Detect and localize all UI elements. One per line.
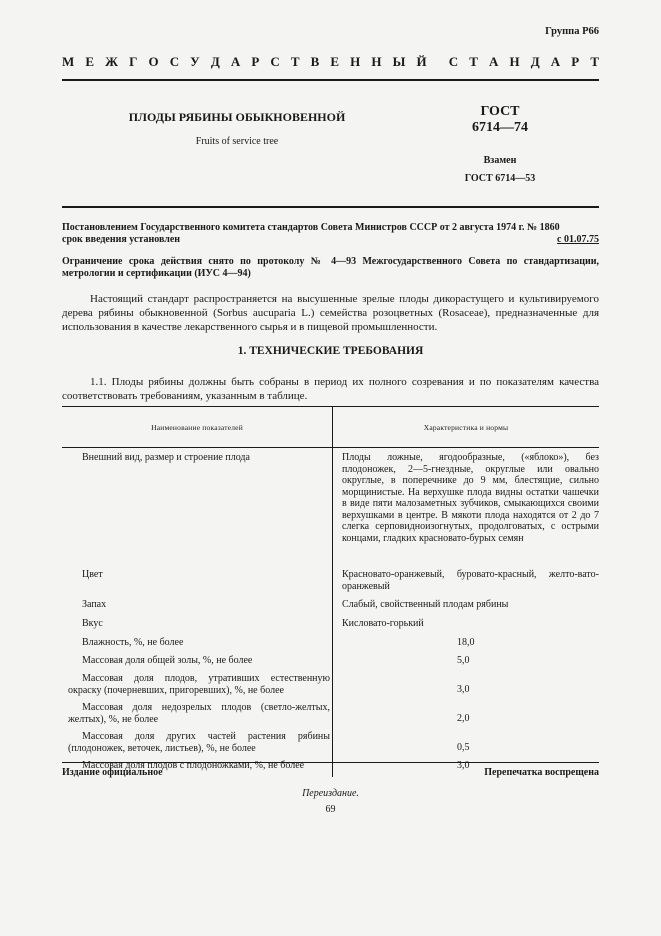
- table-row: [62, 702, 599, 731]
- banner-letter: Н: [371, 54, 382, 69]
- row-name: Массовая доля общей золы, %, не более: [82, 655, 253, 666]
- row-name: Массовая доля других частей растения рябины (плодоножек, веточек, листьев), %, не более: [68, 731, 330, 754]
- banner-letter: Т: [290, 54, 300, 69]
- row-value: 3,0: [457, 760, 470, 771]
- banner-letter: О: [148, 54, 159, 69]
- row-name: Запах: [82, 599, 107, 610]
- banner-letter: Н: [350, 54, 361, 69]
- banner-letter: Ж: [105, 54, 118, 69]
- banner-letter: С: [270, 54, 280, 69]
- row-name: Массовая доля плодов с плодоножками, %, не более: [82, 760, 305, 771]
- row-value: Красновато-оранжевый, буровато-красный, желто-вато-оранжевый: [342, 569, 599, 592]
- reprint-forbidden-label: Перепечатка воспрещена: [484, 767, 599, 778]
- row-name: Вкус: [82, 618, 103, 629]
- table-row: [62, 569, 599, 599]
- row-value: Слабый, свойственный плодам рябины: [342, 599, 509, 610]
- banner-letter: Ы: [392, 54, 406, 69]
- standard-banner: [62, 54, 599, 70]
- banner-letter: Д: [210, 54, 220, 69]
- table-row: [62, 637, 599, 655]
- banner-letter: В: [310, 54, 320, 69]
- table-row: [62, 618, 599, 637]
- gost-number: [440, 104, 560, 136]
- banner-letter: У: [190, 54, 200, 69]
- banner-letter: Е: [330, 54, 340, 69]
- replaced-gost: ГОСТ 6714—53: [464, 173, 536, 184]
- row-value: 2,0: [457, 713, 470, 724]
- banner-letter: С: [169, 54, 180, 69]
- banner-letter: Т: [469, 54, 478, 69]
- column-divider: [332, 448, 333, 777]
- middle-rule: [62, 206, 599, 208]
- banner-letter: А: [489, 54, 499, 69]
- clause-1-1: 1.1. Плоды рябины должны быть собраны в период их полного созревания и по показателям качества соответствовать требованиям, указанным в таблице.: [62, 376, 599, 402]
- restriction-note: Ограничение срока действия снято по протоколу № 4—93 Межгосударственного Совета по стандартизации, метрологии и сертификации (ИУС 4—94): [62, 256, 599, 279]
- document-title: ПЛОДЫ РЯБИНЫ ОБЫКНОВЕННОЙ: [128, 110, 346, 124]
- banner-letter: Т: [590, 54, 599, 69]
- banner-letter: Е: [85, 54, 95, 69]
- table-body: [62, 448, 599, 777]
- document-title-english: Fruits of service tree: [195, 136, 279, 147]
- top-rule: [62, 79, 599, 81]
- banner-letter: Р: [571, 54, 580, 69]
- table-header: [62, 406, 599, 448]
- gost-code: 6714—74: [472, 120, 528, 135]
- requirements-table: [62, 406, 599, 777]
- table-row: [62, 448, 599, 569]
- banner-letter: Н: [509, 54, 520, 69]
- row-value: 18,0: [457, 637, 475, 648]
- table-row: [62, 655, 599, 673]
- column-header-norms: Характеристика и нормы: [423, 422, 509, 432]
- table-row: [62, 599, 599, 618]
- reissue-note: Переиздание.: [302, 788, 359, 799]
- banner-letter: М: [62, 54, 75, 69]
- intro-paragraph: Настоящий стандарт распространяется на высушенные зрелые плоды дикорастущего и культивируемого дерева рябины обыкновенной (Sorbus aucuparia L.) семейства розоцветных (Rosaceae), предназначенные для использования в качестве лекарственного сырья и в пищевой промышленности.: [62, 293, 599, 333]
- row-name: Влажность, %, не более: [82, 637, 184, 648]
- decree-effective-label: срок введения установлен: [62, 234, 181, 245]
- banner-letter: А: [230, 54, 241, 69]
- row-value: 3,0: [457, 684, 470, 695]
- row-name: Внешний вид, размер и строение плода: [82, 452, 250, 463]
- decree-line: Постановлением Государственного комитета стандартов Совета Министров СССР от 2 августа 1974 г. № 1860: [62, 222, 560, 233]
- row-value: 0,5: [457, 742, 470, 753]
- group-code: Группа Р66: [545, 26, 599, 37]
- replaces-label: Взамен: [483, 155, 517, 166]
- decree-block: [62, 222, 599, 246]
- row-name: Цвет: [82, 569, 103, 580]
- row-name: Массовая доля плодов, утративших естественную окраску (почерневших, пригоревших), %, не более: [68, 673, 330, 696]
- decree-effective-date: с 01.07.75: [557, 234, 599, 245]
- banner-letter: А: [550, 54, 561, 69]
- banner-letter: С: [448, 54, 459, 69]
- page-number: 69: [325, 804, 336, 815]
- row-value: Кисловато-горький: [342, 618, 424, 629]
- row-value: Плоды ложные, ягодообразные, («яблоко»), без плодоножек, 2—5-гнездные, округлые или овально округлые, в поперечнике до 9 мм, блестящие, сильно морщинистые. На верхушке плода видны остатки чашечки в виде пяти малозаметных зубчиков, смыкающихся своими верхушками в центре. В мякоти плода находятся от 2 до 7 слегка серповидноизогнутых, продолговатых, с острыми концами, гладких красновато-бурых семян: [342, 452, 599, 544]
- table-row: [62, 673, 599, 702]
- gost-label: ГОСТ: [480, 104, 520, 119]
- table-row: [62, 731, 599, 760]
- banner-letter: Г: [129, 54, 138, 69]
- banner-letter: Й: [416, 54, 427, 69]
- row-name: Массовая доля недозрелых плодов (светло-желтых, желтых), %, не более: [68, 702, 330, 725]
- row-value: 5,0: [457, 655, 470, 666]
- column-header-indicator: Наименование показателей: [62, 407, 333, 447]
- banner-letter: Д: [530, 54, 540, 69]
- official-edition-label: Издание официальное: [62, 767, 163, 778]
- banner-letter: Р: [251, 54, 260, 69]
- section-heading: 1. ТЕХНИЧЕСКИЕ ТРЕБОВАНИЯ: [237, 345, 424, 357]
- bottom-rule: [62, 762, 599, 763]
